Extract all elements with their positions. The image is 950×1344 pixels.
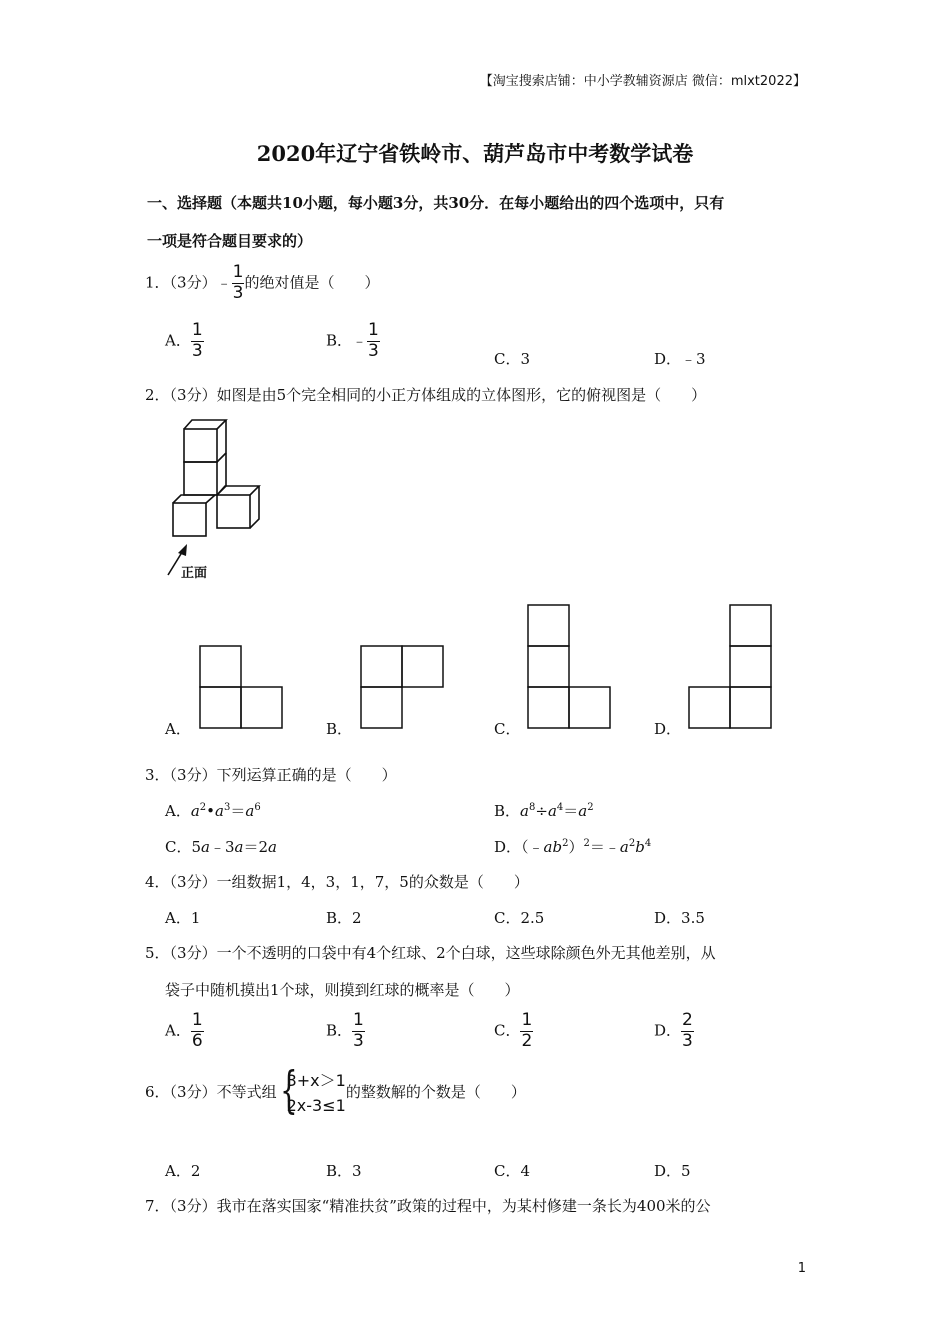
section-heading-line2: 一项是符合题目要求的） <box>147 232 313 250</box>
q1-option-d: D．﹣3 <box>654 350 706 368</box>
fraction-numerator: 1 <box>368 320 379 340</box>
option-fraction <box>681 1012 694 1051</box>
left-brace-icon: { <box>279 1061 298 1119</box>
question-5-line2: 袋子中随机摸出1个球，则摸到红球的概率是（ ） <box>165 981 520 999</box>
question-6-number: 6．（3分）不等式组 <box>145 1083 277 1101</box>
option-label: A． <box>165 331 191 350</box>
option-fraction <box>352 1012 365 1051</box>
header-note: 【淘宝搜索店铺：中小学教辅资源店 微信：mlxt2022】 <box>479 74 806 89</box>
q6-option-b: B．3 <box>326 1162 362 1180</box>
question-5-line1: 5．（3分）一个不透明的口袋中有4个红球、2个白球，这些球除颜色外无其他差别，从 <box>145 944 716 962</box>
fraction-numerator: 1 <box>353 1010 364 1030</box>
question-1-text: 的绝对值是（ ） <box>244 273 380 292</box>
option-expression: $a^2•a^3=a^6$ <box>190 802 261 820</box>
fraction-denominator: 3 <box>232 282 244 303</box>
option-expression: $a^8\div a^4=a^2$ <box>520 802 594 820</box>
question-6 <box>145 1061 526 1119</box>
q5-option-d <box>654 1012 694 1051</box>
inequality-2: 2x-3≤1 <box>286 1096 346 1115</box>
question-1-fraction <box>232 264 245 303</box>
q2-option-d-label: D． <box>654 720 682 738</box>
q6-option-d: D．5 <box>654 1162 691 1180</box>
option-label: B． <box>494 802 521 820</box>
option-label: D． <box>494 838 522 856</box>
option-fraction <box>520 1012 533 1051</box>
option-fraction <box>367 322 380 361</box>
fraction-denominator: 3 <box>191 340 203 361</box>
q2-option-d-figure <box>688 604 772 729</box>
question-1-neg: ﹣ <box>216 273 232 292</box>
option-label: C． <box>165 838 192 856</box>
q2-option-b-label: B． <box>326 720 353 738</box>
q4-option-d: D．3.5 <box>654 909 705 927</box>
fraction-numerator: 2 <box>682 1010 693 1030</box>
option-label: D． <box>654 1021 682 1040</box>
fraction-denominator: 6 <box>191 1030 203 1051</box>
page-title: 2020年辽宁省铁岭市、葫芦岛市中考数学试卷 <box>256 141 694 166</box>
option-label: B． <box>326 331 353 350</box>
q5-option-a <box>165 1012 204 1051</box>
q3-option-a <box>165 800 261 821</box>
question-7-text: 7．（3分）我市在落实国家“精准扶贫”政策的过程中，为某村修建一条长为400米的公 <box>145 1197 711 1215</box>
question-2-text: 2．（3分）如图是由5个完全相同的小正方体组成的立体图形，它的俯视图是（ ） <box>145 386 707 404</box>
section-heading-line1: 一、选择题（本题共10小题，每小题3分，共30分．在每小题给出的四个选项中，只有 <box>147 194 725 212</box>
q1-option-b <box>326 322 380 361</box>
q3-option-c <box>165 836 277 857</box>
option-expression: 5a﹣3a＝2a <box>191 838 277 856</box>
inequality-1: 3+x＞1 <box>286 1071 346 1090</box>
fraction-numerator: 1 <box>521 1010 533 1030</box>
cube-stack-figure <box>160 415 270 585</box>
question-3-text: 3．（3分）下列运算正确的是（ ） <box>145 766 397 784</box>
q2-option-c-figure <box>527 604 611 729</box>
fraction-numerator: 1 <box>232 262 244 282</box>
option-expression: $(﹣ab^2)^2=﹣a^2b^4$ <box>521 838 652 856</box>
q1-option-a <box>165 322 204 361</box>
q2-option-b-figure <box>360 645 444 729</box>
front-label: 正面 <box>181 566 208 581</box>
inequality-system <box>277 1061 346 1119</box>
option-label: A． <box>165 802 191 820</box>
page-number: 1 <box>797 1261 806 1276</box>
option-fraction <box>191 1012 204 1051</box>
option-fraction <box>191 322 204 361</box>
fraction-numerator: 1 <box>191 320 203 340</box>
q2-option-c-label: C． <box>494 720 521 738</box>
question-1 <box>145 264 379 303</box>
fraction-denominator: 3 <box>368 340 379 361</box>
fraction-denominator: 2 <box>521 1030 533 1051</box>
q4-option-c: C．2.5 <box>494 909 545 927</box>
q4-option-a: A．1 <box>165 909 201 927</box>
q2-option-a-label: A． <box>165 720 191 738</box>
option-label: B． <box>326 1021 353 1040</box>
q5-option-b <box>326 1012 365 1051</box>
q3-option-b <box>494 800 594 821</box>
q3-option-d <box>494 836 651 857</box>
q6-option-c: C．4 <box>494 1162 531 1180</box>
q6-option-a: A．2 <box>165 1162 201 1180</box>
question-6-text: 的整数解的个数是（ ） <box>345 1083 526 1101</box>
question-1-number: 1．（3分） <box>145 273 217 292</box>
fraction-denominator: 3 <box>682 1030 693 1051</box>
option-neg: ﹣ <box>352 331 368 350</box>
question-4-text: 4．（3分）一组数据1，4，3，1，7，5的众数是（ ） <box>145 873 529 891</box>
fraction-numerator: 1 <box>191 1010 203 1030</box>
q1-option-c: C．3 <box>494 350 531 368</box>
fraction-denominator: 3 <box>353 1030 364 1051</box>
option-label: A． <box>165 1021 191 1040</box>
option-label: C． <box>494 1021 521 1040</box>
q5-option-c <box>494 1012 533 1051</box>
q4-option-b: B．2 <box>326 909 362 927</box>
q2-option-a-figure <box>199 645 283 729</box>
